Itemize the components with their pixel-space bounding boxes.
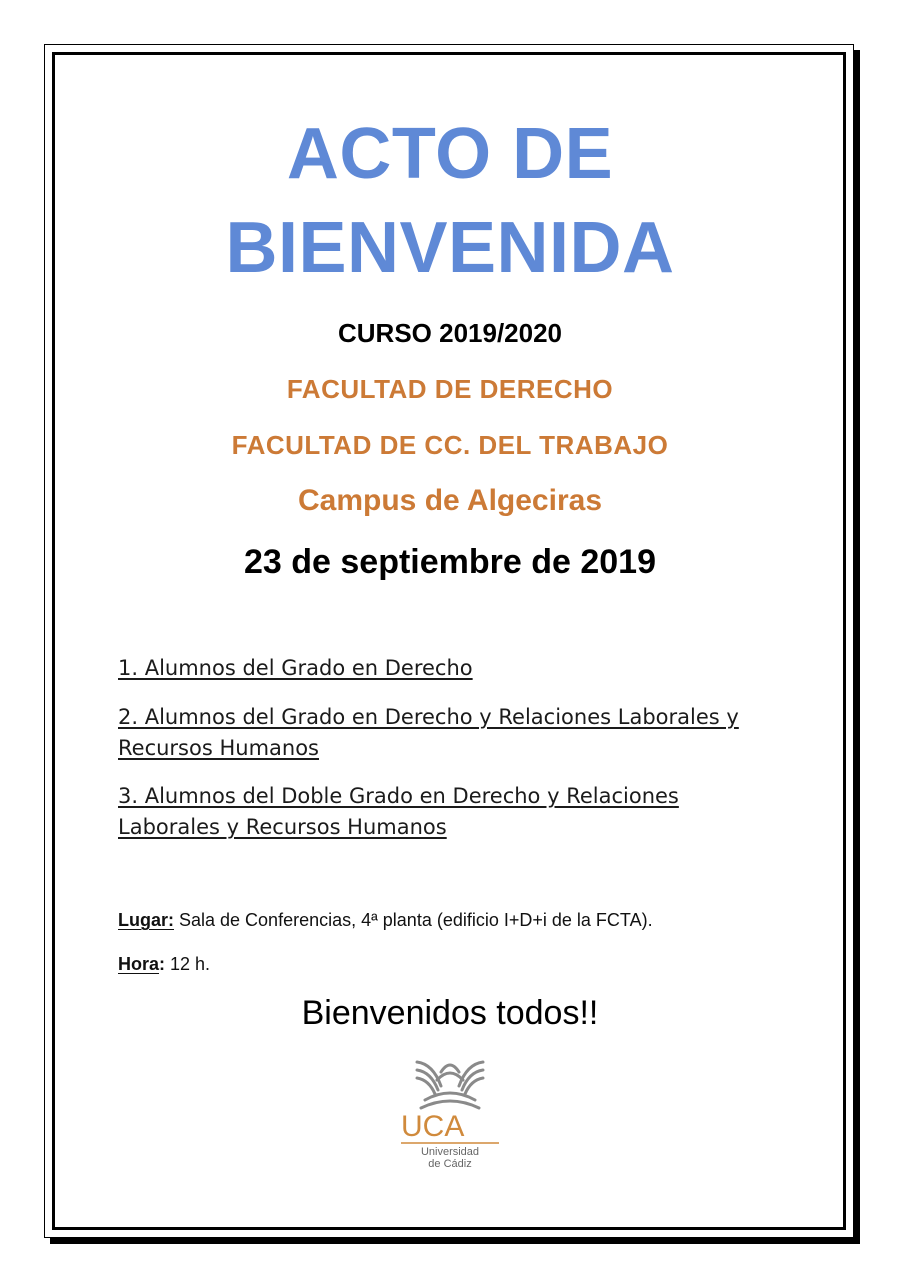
venue-info: [118, 910, 653, 931]
course-year: CURSO 2019/2020: [337, 318, 563, 348]
group-item-3: [118, 781, 838, 843]
group-item-3-line-1: 3. Alumnos del Doble Grado en Derecho y Relaciones: [118, 784, 679, 808]
faculty-labour-sciences: FACULTAD DE CC. DEL TRABAJO: [231, 430, 669, 460]
faculty-law: FACULTAD DE DERECHO: [286, 374, 614, 404]
title-line-2: BIENVENIDA: [225, 208, 675, 288]
uca-logo: [395, 1050, 505, 1180]
event-date: 23 de septiembre de 2019: [243, 543, 656, 581]
time-value: 12 h.: [165, 954, 211, 974]
group-item-2: [118, 702, 838, 764]
group-item-1-line-1: 1. Alumnos del Grado en Derecho: [118, 656, 473, 680]
group-item-3-line-2: Laborales y Recursos Humanos: [118, 815, 447, 839]
logo-letter-u: UCA: [401, 1110, 465, 1143]
time-label: Hora: [118, 954, 160, 974]
venue-value: Sala de Conferencias, 4ª planta (edificio I+D+i de la FCTA).: [174, 910, 653, 930]
logo-subtitle-line-1: Universidad: [420, 1146, 480, 1158]
title-line-1: ACTO DE: [286, 114, 614, 194]
venue-label: Lugar:: [118, 910, 174, 930]
time-colon: :: [159, 954, 166, 974]
logo-subtitle-line-2: de Cádiz: [428, 1158, 472, 1170]
time-info: [118, 954, 210, 975]
campus-name: Campus de Algeciras: [298, 484, 602, 517]
group-item-2-line-2: Recursos Humanos: [118, 736, 319, 760]
welcome-message: Bienvenidos todos!!: [301, 994, 599, 1032]
group-item-2-line-1: 2. Alumnos del Grado en Derecho y Relaciones Laborales y: [118, 705, 739, 729]
group-item-1: [118, 653, 838, 684]
